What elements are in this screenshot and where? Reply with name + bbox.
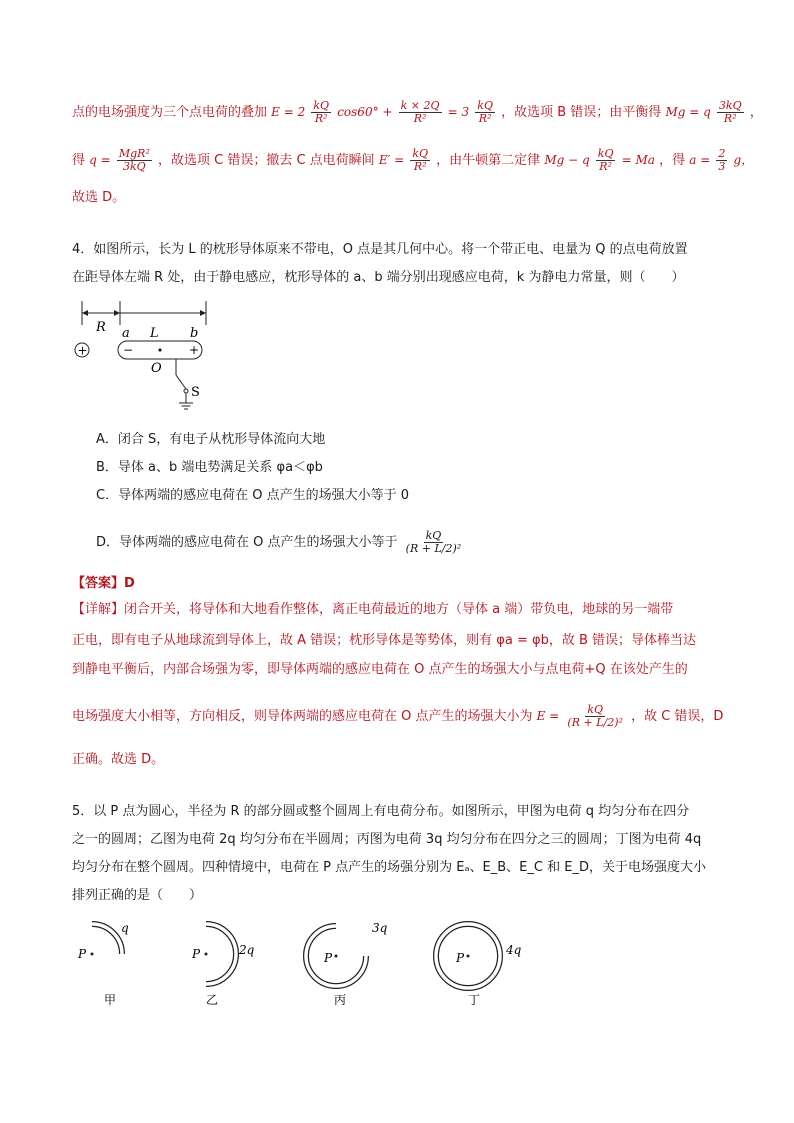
q4-detail-line-4 (72, 704, 723, 729)
math: a = (689, 153, 711, 167)
q5-stem-line-3: 均匀分布在整个圆周。四种情境中，电荷在 P 点产生的场强分别为 Eₐ、E_B、E_C 和 E_D，关于电场强度大小 (72, 860, 706, 875)
label-p: P (192, 947, 201, 961)
fraction: $\frac{kQ}{\text{R²}}$ (597, 147, 614, 173)
math: q = (89, 153, 111, 167)
text: ，故选项 C 错误；撤去 C 点电荷瞬间 (158, 153, 375, 168)
math: E′ = (378, 153, 405, 167)
label-a: a (122, 326, 130, 341)
figure-label: 丙 (334, 993, 347, 1007)
math: cos60° + (337, 105, 393, 119)
point-p (205, 953, 208, 956)
prev-solution-line-3: 故选 D。 (72, 190, 126, 205)
label-o: O (151, 361, 162, 376)
fraction: $\frac{\text{MgR²}}{3kQ}$ (118, 147, 150, 173)
charge-label: 3q (372, 921, 388, 935)
fraction: $\frac{2}{3}$ (718, 147, 726, 173)
switch-contact (184, 389, 188, 393)
end-b-sign: + (189, 343, 200, 357)
figure-bing (306, 921, 388, 1007)
charge-label: 4q (506, 943, 522, 957)
q4-stem-line-1: 4．如图所示，长为 L 的枕形导体原来不带电，O 点是其几何中心。将一个带正电、电量为 Q 的点电荷放置 (72, 242, 688, 257)
text: ，故选项 B 错误；由平衡得 (501, 105, 662, 120)
fraction: $\frac{kQ}{\text{(R + L/2)²}}$ (405, 529, 462, 555)
point-p (467, 955, 470, 958)
fraction: $\frac{3kQ}{\text{R²}}$ (718, 99, 742, 125)
charge-label: q (121, 921, 129, 935)
text: ，得 (659, 153, 686, 168)
fraction: $\frac{k \times 2Q}{\text{R²}}$ (400, 99, 440, 125)
label-p: P (324, 951, 333, 965)
math: E = 2 (271, 105, 306, 119)
label-b: b (190, 326, 199, 341)
math: g， (733, 153, 754, 167)
quarter-arc-inner (92, 924, 122, 954)
q5-stem-line-2: 之一的圆周；乙图为电荷 2q 均匀分布在半圆周；丙图为电荷 3q 均匀分布在四分之三的圆周；丁图为电荷 4q (72, 832, 702, 847)
math: Mg − q (544, 153, 590, 167)
fraction: $\frac{kQ}{\text{(R + L/2)²}}$ (567, 703, 623, 729)
q5-stem-line-4: 排列正确的是（ ） (72, 888, 203, 903)
q4-option-d (96, 530, 465, 555)
figure-ding (436, 924, 522, 1007)
q4-option-a: A．闭合 S，有电子从枕形导体流向大地 (96, 432, 326, 447)
label-p: P (78, 947, 87, 961)
charge-label: 2q (239, 943, 255, 957)
figure-yi (191, 924, 255, 1007)
arrow-right-l (200, 310, 206, 316)
arrow-right (114, 310, 120, 316)
figure-jia (77, 921, 129, 1007)
text: D．导体两端的感应电荷在 O 点产生的场强大小等于 (96, 535, 398, 550)
q4-detail-line-5: 正确。故选 D。 (72, 752, 165, 767)
switch-blade (176, 375, 186, 389)
q4-stem-line-2: 在距导体左端 R 处，由于静电感应，枕形导体的 a、b 端分别出现感应电荷，k 为静电力常量，则（ ） (72, 270, 685, 285)
text: 点的电场强度为三个点电荷的叠加 (72, 105, 268, 120)
text: ，由牛顿第二定律 (436, 153, 541, 168)
q4-conductor-figure (66, 295, 226, 415)
text: ，故 C 错误，D (631, 709, 724, 724)
figure-label: 乙 (206, 993, 219, 1007)
figure-label: 丁 (468, 993, 481, 1007)
q5-charge-figures (66, 912, 546, 1022)
text: 电场强度大小相等，方向相反，则导体两端的感应电荷在 O 点产生的场强大小为 (72, 709, 533, 724)
math: = Ma (621, 153, 655, 167)
semi-arc (206, 924, 236, 984)
label-p: P (456, 951, 465, 965)
center-o-dot (158, 348, 161, 351)
q4-option-c: C．导体两端的感应电荷在 O 点产生的场强大小等于 0 (96, 488, 409, 503)
point-p (335, 955, 338, 958)
prev-solution-line-1 (72, 100, 763, 125)
label-r: R (96, 320, 106, 335)
arrow-left (82, 310, 88, 316)
q4-detail-line-3: 到静电平衡后，内部合场强为零，即导体两端的感应电荷在 O 点产生的场强大小与点电荷+Q 在该处产生的 (72, 662, 688, 677)
text: ， (749, 105, 763, 120)
text: 得 (72, 153, 86, 168)
q4-detail-line-2: 正电，即有电子从地球流到导体上，故 A 错误；枕形导体是等势体，则有 φa = φb，故 B 错误；导体棒当达 (72, 633, 697, 648)
fraction: $\frac{kQ}{\text{R²}}$ (313, 99, 330, 125)
end-a-sign: − (123, 343, 134, 357)
semi-arc-inner (206, 924, 236, 984)
figure-label: 甲 (104, 993, 117, 1007)
q4-detail-line-1: 【详解】闭合开关，将导体和大地看作整体，离正电荷最近的地方（导体 a 端）带负电，地球的另一端带 (72, 602, 674, 617)
fraction: $\frac{kQ}{\text{R²}}$ (477, 99, 493, 125)
q5-stem-line-1: 5．以 P 点为圆心，半径为 R 的部分圆或整个圆周上有电荷分布。如图所示，甲图为电荷 q 均匀分布在四分 (72, 804, 690, 819)
point-charge-sign: + (77, 343, 88, 358)
q4-option-b: B．导体 a、b 端电势满足关系 φa＜φb (96, 460, 323, 475)
math: Mg = q (665, 105, 711, 119)
point-p (91, 953, 94, 956)
math: E = (536, 709, 560, 723)
fraction: $\frac{kQ}{\text{R²}}$ (412, 147, 429, 173)
label-s: S (191, 385, 200, 400)
label-l: L (150, 326, 159, 341)
prev-solution-line-2 (72, 148, 753, 173)
q4-answer: 【答案】D (72, 576, 135, 591)
math: = 3 (447, 105, 470, 119)
